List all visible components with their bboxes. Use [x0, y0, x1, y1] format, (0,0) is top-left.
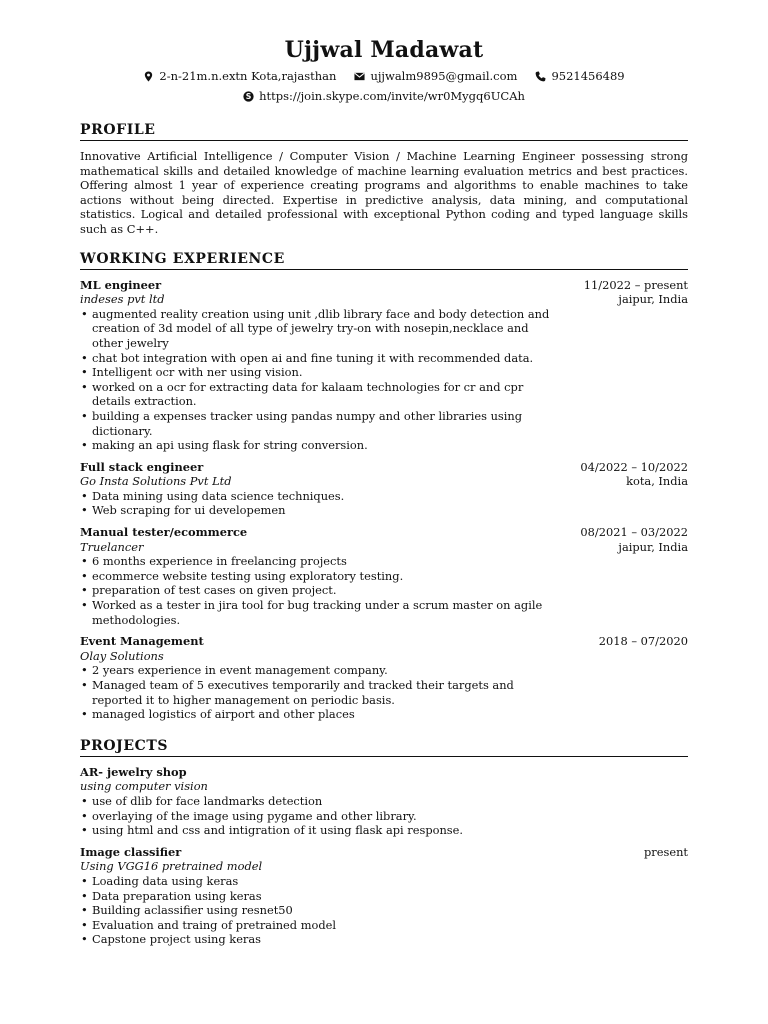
bullet-item: • Data preparation using keras — [92, 889, 552, 904]
profile-heading: PROFILE — [80, 122, 688, 141]
profile-summary: Innovative Artificial Intelligence / Computer Vision / Machine Learning Engineer possessing strong mathematical skills and detailed knowledge of machine learning evaluation metrics and best practices. Offering almost 1 year of experience creating programs and algorithms to enable machines to take actions without being directed. Expertise in predictive analysis, data mining, and computational statistics. Logical and detailed professional with exceptional Python coding and typed language skills such as C++. — [80, 149, 688, 236]
job-date: 04/2022 – 10/2022 — [580, 459, 688, 474]
job-title: Event Management — [80, 634, 204, 649]
project-subheader-row — [80, 779, 688, 794]
bullet-item: • 2 years experience in event management company. — [92, 663, 552, 678]
phone-text[interactable]: 9521456489 — [551, 69, 625, 83]
bullet-item: • Evaluation and traing of pretrained model — [92, 918, 552, 933]
contact-row — [80, 68, 688, 84]
bullet-item: • Capstone project using keras — [92, 932, 552, 947]
job-location: jaipur, India — [618, 539, 688, 554]
job-bullet-list — [80, 663, 688, 721]
bullet-item: • Managed team of 5 executives temporarily and tracked their targets and reported it to higher management on periodic basis. — [92, 678, 552, 707]
job-subheader-row — [80, 649, 688, 664]
project-bullet-list — [80, 794, 688, 838]
skype-icon — [243, 91, 254, 102]
bullet-item: • chat bot integration with open ai and fine tuning it with recommended data. — [92, 351, 552, 366]
bullet-item: • worked on a ocr for extracting data for kalaam technologies for cr and cpr details extraction. — [92, 380, 552, 409]
job-title: Manual tester/ecommerce — [80, 525, 248, 540]
job-subheader-row — [80, 474, 688, 489]
svg-text:S: S — [245, 91, 252, 101]
job-header-row — [80, 278, 688, 293]
experience-section — [80, 251, 688, 722]
email-text[interactable]: ujjwalm9895@gmail.com — [370, 69, 518, 83]
job-bullet-list — [80, 554, 688, 627]
bullet-item: • ecommerce website testing using exploratory testing. — [92, 569, 552, 584]
job-subtitle: Olay Solutions — [80, 648, 164, 663]
job-bullet-list — [80, 489, 688, 518]
job-subheader-row — [80, 540, 688, 555]
bullet-item: • Worked as a tester in jira tool for bug tracking under a scrum master on agile methodologies. — [92, 598, 552, 627]
email-contact[interactable] — [354, 68, 517, 84]
bullet-item: • managed logistics of airport and other places — [92, 707, 552, 722]
job-location: jaipur, India — [618, 292, 688, 307]
bullet-item: • Intelligent ocr with ner using vision. — [92, 365, 552, 380]
jobs-list — [80, 278, 688, 722]
address-text: 2-n-21m.n.extn Kota,rajasthan — [159, 69, 337, 83]
project-subtitle: Using VGG16 pretrained model — [80, 859, 263, 874]
candidate-name: Ujjwal Madawat — [284, 37, 484, 63]
bullet-item: • overlaying of the image using pygame and other library. — [92, 809, 552, 824]
job-date: 08/2021 – 03/2022 — [580, 525, 688, 540]
bullet-item: • building a expenses tracker using pandas numpy and other libraries using dictionary. — [92, 409, 552, 438]
location-pin-icon — [143, 71, 154, 82]
projects-heading: PROJECTS — [80, 738, 688, 757]
bullet-item: • Building aclassifier using resnet50 — [92, 903, 552, 918]
skype-link[interactable]: https://join.skype.com/invite/wr0Mygq6UCAh — [259, 89, 525, 103]
project-header-row — [80, 845, 688, 860]
phone-contact[interactable] — [535, 68, 624, 84]
skype-contact[interactable] — [243, 88, 525, 104]
experience-heading: WORKING EXPERIENCE — [80, 251, 688, 270]
job-entry — [80, 460, 688, 518]
job-header-row — [80, 525, 688, 540]
resume-page — [80, 36, 688, 947]
projects-list — [80, 765, 688, 947]
job-entry — [80, 525, 688, 627]
bullet-item: • Web scraping for ui developemen — [92, 503, 552, 518]
skype-row — [80, 88, 688, 104]
bullet-item: • using html and css and intigration of it using flask api response. — [92, 823, 552, 838]
job-subtitle: Go Insta Solutions Pvt Ltd — [80, 474, 232, 489]
job-subtitle: Truelancer — [80, 539, 144, 554]
job-date: 2018 – 07/2020 — [598, 634, 688, 649]
project-subheader-row — [80, 859, 688, 874]
bullet-item: • Data mining using data science techniques. — [92, 489, 552, 504]
job-date: 11/2022 – present — [583, 277, 688, 292]
envelope-icon — [354, 71, 365, 82]
job-location: kota, India — [626, 474, 688, 489]
project-title: Image classifier — [80, 844, 182, 859]
bullet-item: • Loading data using keras — [92, 874, 552, 889]
bullet-item: • 6 months experience in freelancing projects — [92, 554, 552, 569]
bullet-item: • making an api using flask for string conversion. — [92, 438, 552, 453]
project-date: present — [644, 844, 688, 859]
job-subtitle: indeses pvt ltd — [80, 292, 165, 307]
project-entry — [80, 845, 688, 947]
bullet-item: • augmented reality creation using unit ,dlib library face and body detection and creation of 3d model of all type of jewelry try-on with nosepin,necklace and other jewelry — [92, 307, 552, 351]
profile-section — [80, 122, 688, 237]
job-bullet-list — [80, 307, 688, 453]
job-title: Full stack engineer — [80, 459, 204, 474]
job-entry — [80, 278, 688, 453]
job-header-row — [80, 634, 688, 649]
address-contact — [143, 68, 336, 84]
project-entry — [80, 765, 688, 838]
job-title: ML engineer — [80, 277, 162, 292]
project-title: AR- jewelry shop — [80, 764, 187, 779]
job-entry — [80, 634, 688, 722]
projects-section — [80, 738, 688, 947]
project-subtitle: using computer vision — [80, 779, 208, 794]
phone-icon — [535, 71, 546, 82]
bullet-item: • use of dlib for face landmarks detection — [92, 794, 552, 809]
project-header-row — [80, 765, 688, 780]
job-subheader-row — [80, 292, 688, 307]
bullet-item: • preparation of test cases on given project. — [92, 583, 552, 598]
job-header-row — [80, 460, 688, 475]
project-bullet-list — [80, 874, 688, 947]
